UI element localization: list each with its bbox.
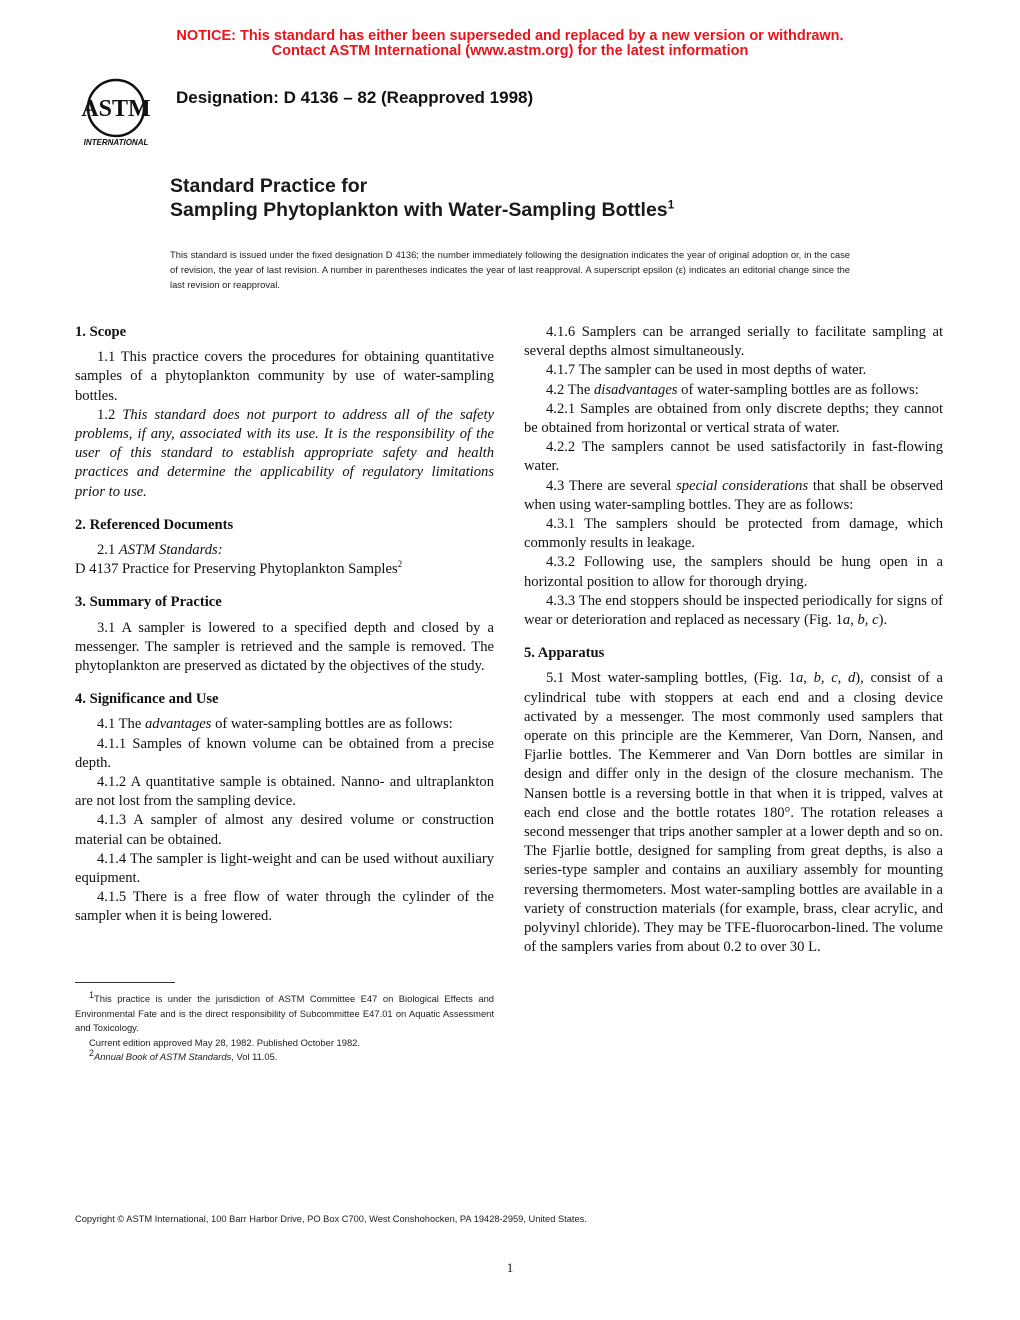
footnote [75, 1047, 494, 1065]
title-line-2 [170, 198, 674, 222]
paragraph: 4.3.1 The samplers should be protected from damage, which commonly results in leakage. [524, 516, 943, 552]
text: ), consist of a cylindrical tube with stoppers at each end and a closing device activated by a messenger. The most commonly used samplers that operate on this principle are the Kemmerer, Van Dorn, Nansen, and Fjarlie bottles. The Kemmerer and Van Dorn bottles are similar in design and differ only in the design of the closure mechanism. The Nansen bottle is a reversing bottle in that when it is tripped, valves at each end close and the bottle rotates 180°. The rotation releases a second messenger that trips another sampler at a lower depth and so on. The Fjarlie bottle, designed for sampling from great depths, is also a series-type sampler and contains an auxiliary assembly for mounting reversing thermometers. Most water-sampling bottles are available in a variety of construction materials (for example, brass, clear acrylic, and polyvinyl chloride). They may be TFE-fluorocarbon-lined. The volume of the samplers varies from about 0.2 to over 30 L. [524, 670, 944, 956]
footnote-mark: 1 [89, 989, 95, 1000]
footnote [75, 989, 494, 1036]
footnote-divider [75, 982, 175, 983]
paragraph-number: 1.2 [97, 406, 116, 423]
paragraph-italic: ASTM Standards: [118, 542, 223, 559]
text: of water-sampling bottles are as follows: [215, 716, 453, 733]
text: ). [878, 612, 888, 629]
logo-subtext: INTERNATIONAL [83, 138, 149, 147]
right-column [524, 323, 943, 958]
paragraph: 4.1.3 A sampler of almost any desired volume or construction material can be obtained. [75, 812, 494, 848]
paragraph: 4.1.7 The sampler can be used in most depths of water. [546, 362, 867, 379]
paragraph: 4.1.1 Samples of known volume can be obtained from a precise depth. [75, 735, 494, 771]
footnote-text: , Vol 11.05. [231, 1051, 278, 1062]
notice-line-1: NOTICE: This standard has either been superseded and replaced by a new version or withdrawn. [176, 28, 844, 44]
logo-text: ASTM [81, 96, 151, 122]
title-line-1: Standard Practice for [170, 175, 368, 197]
section-heading: 1. Scope [75, 324, 127, 340]
paragraph: 4.3.2 Following use, the samplers should be hung open in a horizontal position to allow for thorough drying. [524, 554, 943, 590]
paragraph [524, 592, 943, 630]
section-heading: 2. Referenced Documents [75, 516, 234, 533]
text: that shall be observed when using water-sampling bottles. They are as follows: [524, 477, 943, 513]
paragraph [75, 560, 494, 579]
footnote-italic: Annual Book of ASTM Standards [94, 1051, 232, 1062]
footnote-text: This practice is under the jurisdiction of ASTM Committee E47 on Biological Effects and Environmental Fate and is the direct responsibility of Subcommittee E47.01 on Aquatic Assessment and Toxicology. [75, 993, 494, 1033]
paragraph [524, 477, 943, 515]
text: 4.3.3 The end stoppers should be inspected periodically for signs of wear or deterioration and replaced as necessary (Fig. 1 [524, 592, 943, 629]
designation: Designation: D 4136 – 82 (Reapproved 1998) [176, 88, 534, 107]
italic-text: a, b, c, d [795, 670, 856, 687]
reference-d4137: D 4137 Practice for Preserving Phytoplankton Samples [75, 561, 398, 578]
title-footnote-mark: 1 [667, 197, 675, 212]
copyright: Copyright © ASTM International, 100 Barr Harbor Drive, PO Box C700, West Conshohocken, PA 19428-2959, United States. [75, 1214, 587, 1224]
paragraph-number: 2.1 [97, 542, 116, 559]
paragraph [524, 381, 943, 400]
paragraph: 4.1.6 Samplers can be arranged serially to facilitate sampling at several depths almost simultaneously. [524, 324, 943, 360]
footnote-mark: 2 [397, 559, 403, 570]
section-heading: 4. Significance and Use [75, 691, 219, 708]
title-line-2-text: Sampling Phytoplankton with Water-Sampling Bottles [170, 199, 668, 221]
paragraph [75, 406, 494, 502]
paragraph: 4.2.2 The samplers cannot be used satisfactorily in fast-flowing water. [524, 439, 943, 475]
paragraph [75, 715, 494, 734]
paragraph: 4.1.4 The sampler is light-weight and can be used without auxiliary equipment. [75, 850, 494, 887]
paragraph-italic: This standard does not purport to address all of the safety problems, if any, associated with its use. It is the responsibility of the user of this standard to establish appropriate safety and health practices and determine the applicability of regulatory limitations prior to use. [75, 406, 494, 500]
footnote-mark: 2 [89, 1047, 95, 1058]
text: of water-sampling bottles are as follows: [681, 381, 919, 398]
italic-text: disadvantages [593, 381, 678, 398]
section-heading: 3. Summary of Practice [75, 594, 222, 611]
astm-logo-icon [70, 76, 162, 148]
italic-text: a, b, c [842, 612, 879, 629]
footnotes [75, 989, 494, 1065]
italic-text: special considerations [676, 477, 809, 494]
italic-text: advantages [144, 716, 212, 733]
text: 5.1 Most water-sampling bottles, (Fig. 1 [546, 670, 796, 687]
paragraph: 1.1 This practice covers the procedures for obtaining quantitative samples of a phytoplankton community by use of water-sampling bottles. [75, 349, 494, 404]
paragraph [75, 541, 494, 560]
footnote: Current edition approved May 28, 1982. Published October 1982. [89, 1036, 361, 1048]
paragraph: 3.1 A sampler is lowered to a specified depth and closed by a messenger. The sampler is retrieved and the sample is removed. The phytoplankton are preserved as dictated by the objectives of the study. [75, 619, 494, 675]
page-number: 1 [506, 1260, 514, 1275]
left-column [75, 323, 494, 927]
notice-line-2: Contact ASTM International (www.astm.org) for the latest information [271, 43, 749, 59]
section-heading: 5. Apparatus [524, 645, 605, 662]
text: 4.3 There are several [546, 477, 672, 494]
paragraph: 4.1.2 A quantitative sample is obtained. Nanno- and ultraplankton are not lost from the sampling device. [75, 774, 494, 810]
text: 4.2 The [546, 381, 591, 398]
paragraph: 4.1.5 There is a free flow of water through the cylinder of the sampler when it is being lowered. [75, 889, 494, 925]
issued-note: This standard is issued under the fixed designation D 4136; the number immediately following the designation indicates the year of original adoption or, in the case of revision, the year of last revision. A number in parentheses indicates the year of last reapproval. A superscript epsilon (ε) indicates an editorial change since the last revision or reapproval. [170, 249, 850, 290]
paragraph: 4.2.1 Samples are obtained from only discrete depths; they cannot be obtained from horizontal or vertical strata of water. [524, 400, 943, 437]
page-title [170, 174, 674, 222]
text: 4.1 The [97, 716, 142, 733]
paragraph [524, 669, 943, 957]
